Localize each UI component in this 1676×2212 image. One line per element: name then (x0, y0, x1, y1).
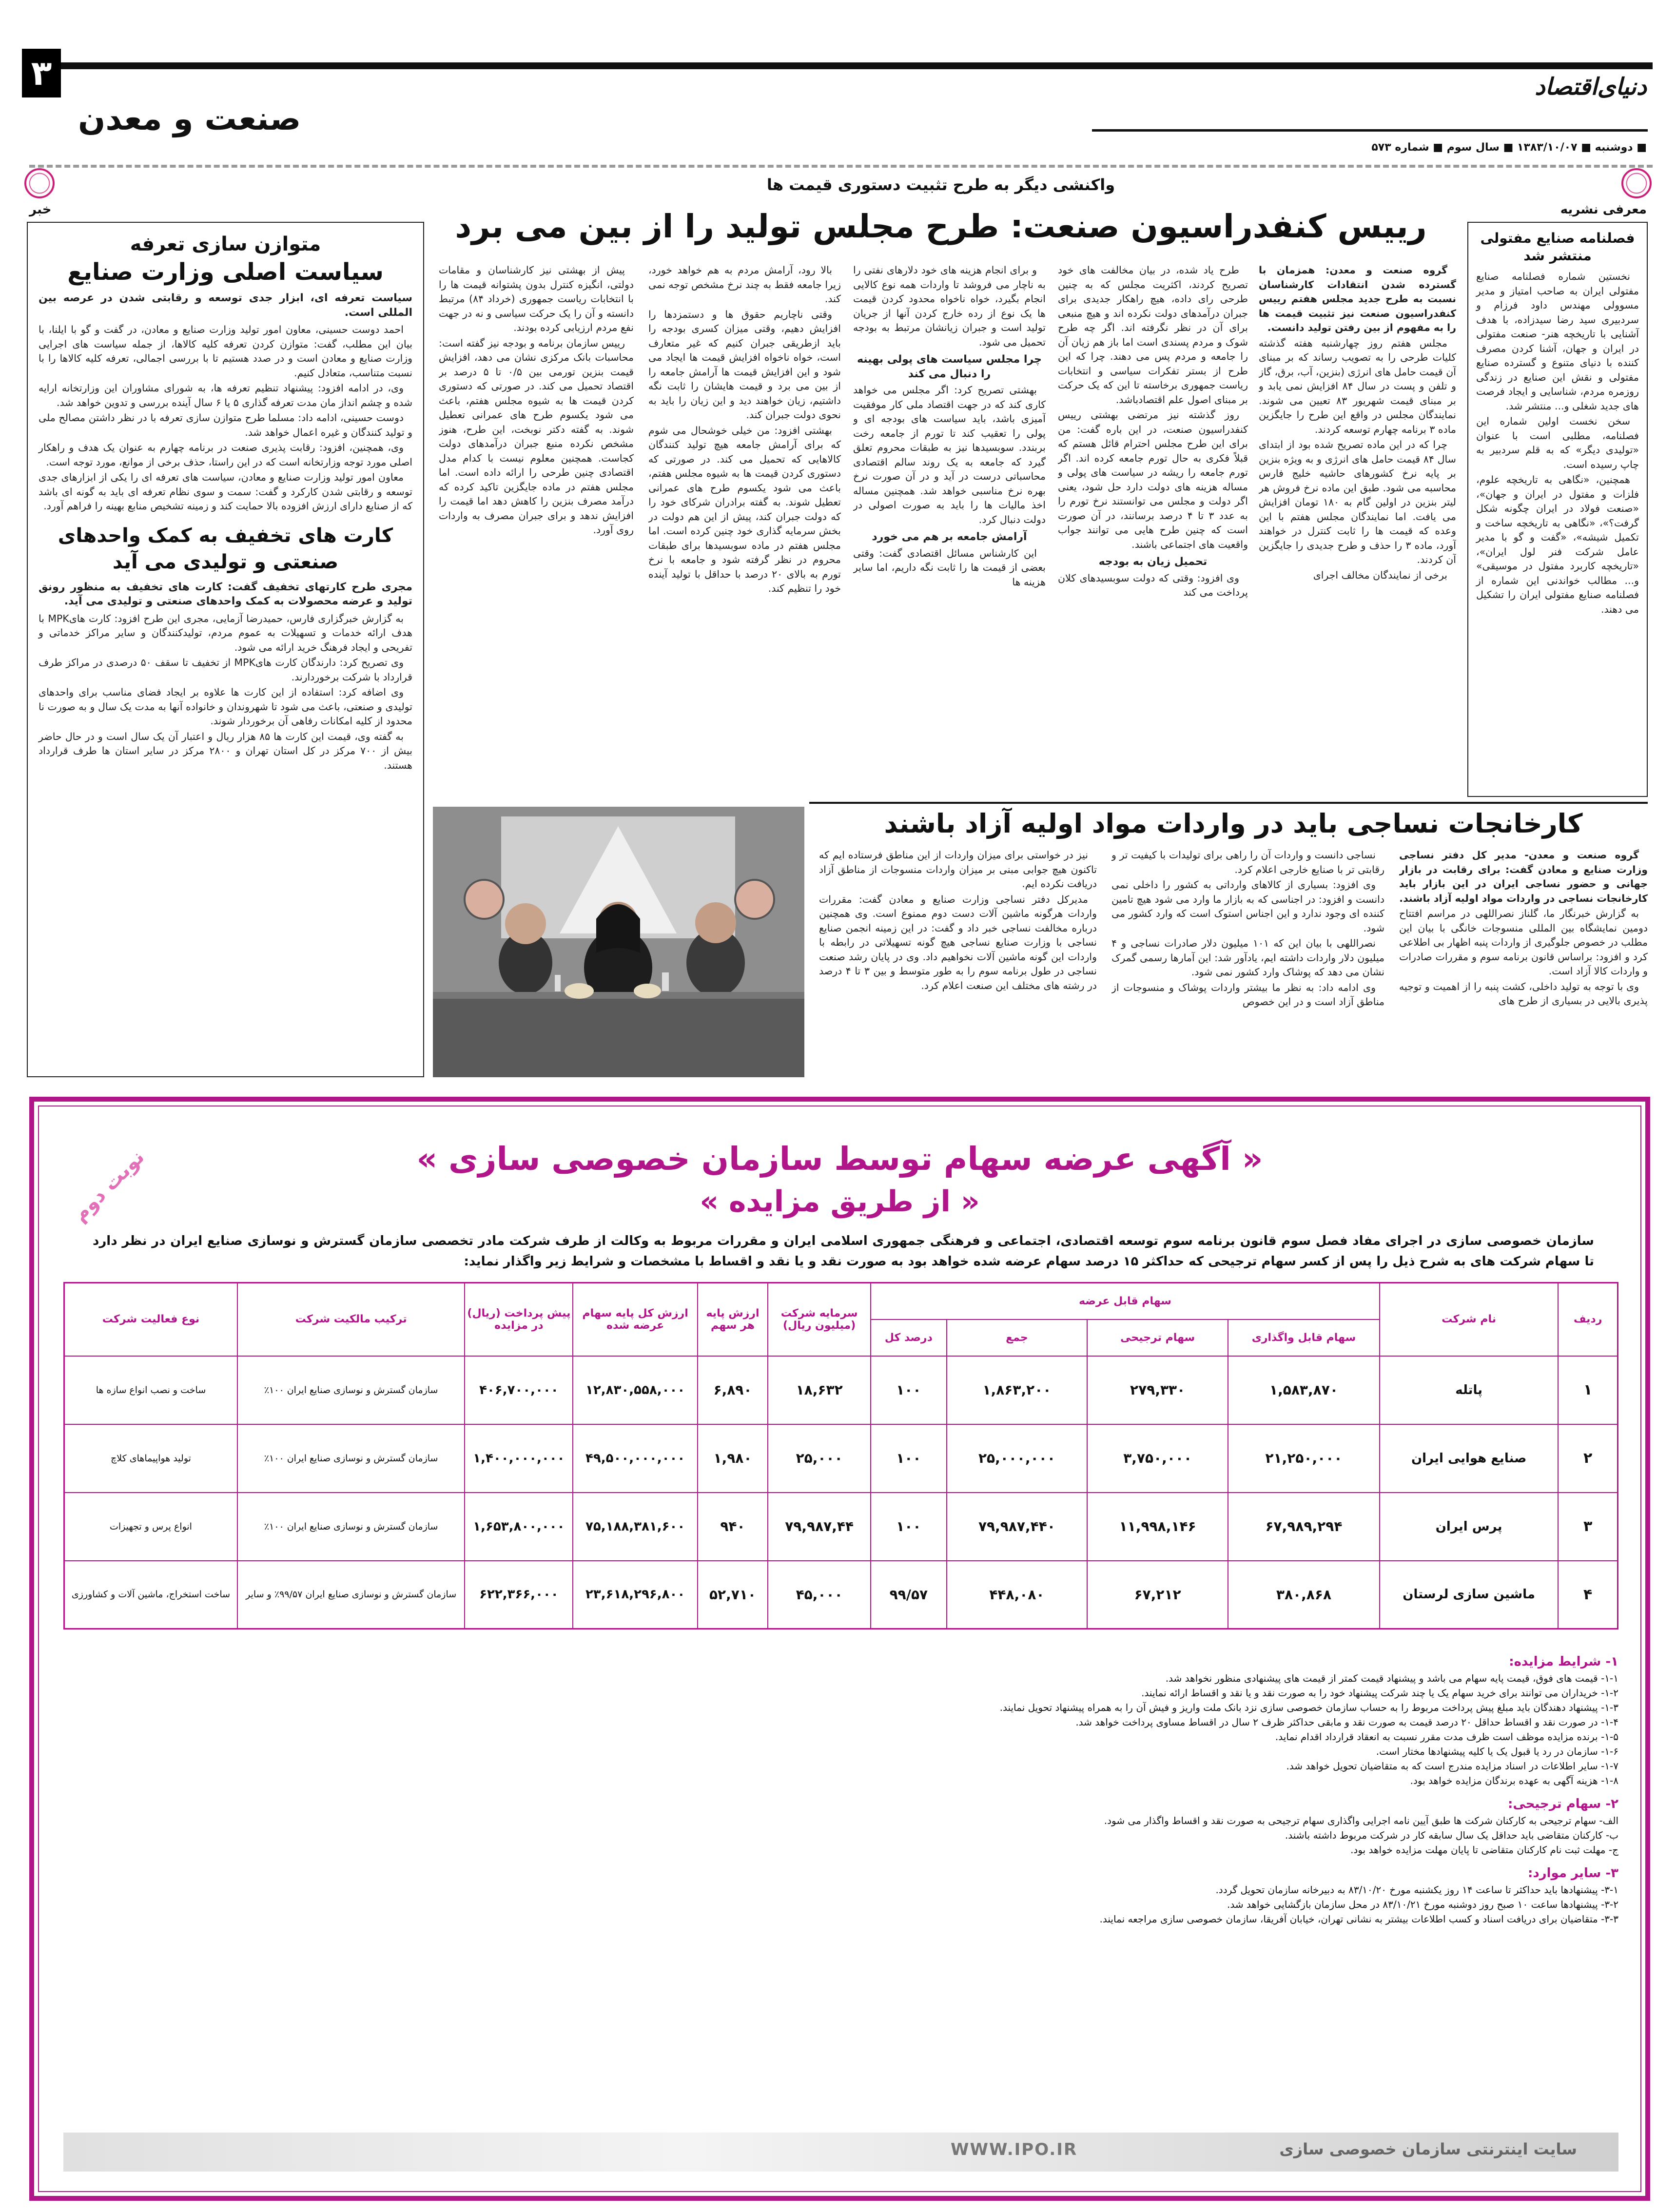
lead-col-2 (1058, 263, 1248, 790)
page-number: ۳ (31, 53, 52, 93)
cell-total: ۴۴۸,۰۸۰ (947, 1561, 1088, 1629)
cell-activity: انواع پرس و تجهیزات (64, 1493, 237, 1561)
condition-item: ج- مهلت ثبت نام کارکنان متقاضی تا پایان مهلت مزایده خواهد بود. (1350, 1844, 1618, 1856)
top-rule (29, 62, 1653, 69)
condition-item: ۱-۱- قیمت های فوق، قیمت پایه سهام می باشد و پیشنهاد قیمت کمتر از قیمت های پیشنهادی منظور نخواهد شد. (1165, 1672, 1618, 1684)
cell-basevalue: ۷۵,۱۸۸,۳۸۱,۶۰۰ (573, 1493, 697, 1561)
cell-pref: ۳,۷۵۰,۰۰۰ (1087, 1424, 1228, 1493)
textile-top-rule (809, 802, 1648, 804)
cell-offered: ۲۱,۲۵۰,۰۰۰ (1228, 1424, 1380, 1493)
cond1-title: ۱- شرایط مزایده: (1509, 1654, 1618, 1669)
globe-icon-left (24, 168, 55, 198)
cell-capital: ۱۸,۶۳۲ (768, 1356, 871, 1424)
cell-company: ماشین سازی لرستان (1380, 1561, 1558, 1629)
cell-owners: سازمان گسترش و نوسازی صنایع ایران ۱۰۰٪ (237, 1493, 465, 1561)
ad-table (63, 1282, 1618, 1630)
cell-capital: ۲۵,۰۰۰ (768, 1424, 871, 1493)
condition-item: ۳-۲- پیشنهادها ساعت ۱۰ صبح روز دوشنبه مورخ ۸۳/۱۰/۲۱ در محل سازمان بازگشایی خواهد شد. (1227, 1899, 1618, 1910)
paragraph: نخستین شماره فصلنامه صنایع مفتولی ایران به صاحب امتیاز و مدیر مسوولی مهندس داود فرزام و سردبیری سید رضا سیدزاده، با هدف آشنایی با تاریخچه هنر- صنعت مفتولی در ایران و جهان، آشنا کردن مصرف کننده با دنیای متنوع و گسترده صنایع مفتولی و نقش این صنایع در زندگی روزمره مردم، شناسایی و ایجاد فرصت های جدید شغلی و... منتشر شد. (1476, 271, 1639, 412)
cell-basevalue: ۱۲,۸۳۰,۵۵۸,۰۰۰ (573, 1356, 697, 1424)
cell-basevalue: ۲۳,۶۱۸,۲۹۶,۸۰۰ (573, 1561, 697, 1629)
condition-item: ۱-۴- در صورت نقد و اقساط حداقل ۲۰ درصد قیمت به صورت نقد و مابقی حداکثر ظرف ۲ سال در اقساط مساوی پرداخت خواهد شد. (1075, 1716, 1618, 1728)
cell-prepay: ۱,۴۰۰,۰۰۰,۰۰۰ (465, 1424, 573, 1493)
condition-item: ۳-۱- پیشنهادها باید حداکثر تا ساعت ۱۴ روز یکشنبه مورخ ۸۳/۱۰/۲۰ به دبیرخانه سازمان تحویل گردد. (1215, 1884, 1618, 1896)
tariff-headline: سیاست اصلی وزارت صنایع (67, 258, 384, 286)
lead-col-4 (648, 263, 841, 790)
paragraph: نساجی دانست و واردات آن را راهی برای تولیدات با کیفیت تر و رقابتی تر با صنایع خارجی اعلام کرد. (1111, 849, 1384, 875)
cell-row: ۱ (1558, 1356, 1618, 1424)
paragraph: وی ادامه داد: به نظر ما بیشتر واردات پوشاک و منسوجات از مناطق آزاد است و در این خصوص (1111, 981, 1384, 1008)
auction-ad (29, 1097, 1650, 2201)
col-pref: سهام ترجیحی (1087, 1319, 1228, 1356)
textile-col-3 (819, 848, 1097, 1077)
subhead: تحمیل زیان به بودجه (1098, 556, 1208, 568)
cell-pct: ۱۰۰ (871, 1424, 946, 1493)
lead-col-5 (439, 263, 634, 790)
cell-pct: ۱۰۰ (871, 1356, 946, 1424)
col-row: ردیف (1558, 1283, 1618, 1356)
sidebar-news (27, 222, 424, 1077)
globe-icon-right (1621, 168, 1652, 198)
cond2-title: ۲- سهام ترجیحی: (1507, 1797, 1618, 1811)
cell-company: صنایع هوایی ایران (1380, 1424, 1558, 1493)
paragraph: وی، در ادامه افزود: پیشنهاد تنظیم تعرفه ها، به شورای مشاوران این وزارتخانه ارایه شده و چشم انداز مان مدت تعرفه گذاری ۵ یا ۶ سال آینده بررسی و تدوین خواهد شد. (39, 382, 412, 408)
subhead: آرامش جامعه بر هم می خورد (872, 531, 1027, 543)
cell-total: ۷۹,۹۸۷,۴۴۰ (947, 1493, 1088, 1561)
textile-col-1 (1399, 848, 1648, 1077)
cell-prepay: ۱,۶۵۳,۸۰۰,۰۰۰ (465, 1493, 573, 1561)
col-owners: ترکیب مالکیت شرکت (237, 1283, 465, 1356)
condition-item: الف- سهام ترجیحی به کارکنان شرکت ها طبق آیین نامه اجرایی واگذاری سهام ترجیحی به صورت نقد و اقساط واگذار می شود. (1104, 1815, 1618, 1826)
cell-total: ۲۵,۰۰۰,۰۰۰ (947, 1424, 1088, 1493)
condition-item: ب- کارکنان متقاضی باید حداقل یک سال سابقه کار در شرکت مربوط داشته باشند. (1285, 1829, 1618, 1841)
textile-headline: کارخانجات نساجی باید در واردات مواد اولیه آزاد باشند (884, 808, 1583, 839)
cell-row: ۴ (1558, 1561, 1618, 1629)
lead-headline: رییس کنفدراسیون صنعت: طرح مجلس تولید را از بین می برد (455, 208, 1427, 245)
condition-item: ۱-۸- هزینه آگهی به عهده برندگان مزایده خواهد بود. (1410, 1775, 1618, 1786)
paragraph: نصراللهی با بیان این که ۱۰۱ میلیون دلار صادرات نساجی و ۴ میلیون دلار واردات داشته ایم، یادآور شد: این آمارها رسمی گمرک نشان می دهد که پوشاک وارد کشور نمی شود. (1111, 937, 1384, 978)
paragraph: مدیرکل دفتر نساجی وزارت صنایع و معادن گفت: مقررات واردات هرگونه ماشین آلات دست دوم ممنوع است. وی همچنین درباره مخالفت نساجی خبر داد و گفت: در این زمینه انجمن صنایع نساجی با وزارت صنایع نساجی هیچ گونه تسهیلاتی در رابطه با واردات این گونه ماشین آلات نخواهیم داد. وی در پایان رشد صنعت نساجی در طول برنامه سوم را به طور متوسط و بین ۳ تا ۴ درصد در رشته های مختلف این صنعت اعلام کرد. (819, 893, 1097, 991)
cell-prepay: ۶۲۲,۳۶۶,۰۰۰ (465, 1561, 573, 1629)
cell-company: پرس ایران (1380, 1493, 1558, 1561)
tariff-lede: سیاست تعرفه ای، ابزار جدی توسعه و رقابتی شدن در عرصه بین المللی است. (39, 292, 412, 319)
paragraph: وی افزود: بسیاری از کالاهای وارداتی به کشور را داخلی نمی دانست و افزود: در اجناسی که به بازار ما وارد می شود هیچ تامین کننده ای وجود ندارد و این اجناس استوک است که وارد کشور می شود. (1111, 879, 1384, 934)
textile-intro: گروه صنعت و معدن- مدیر کل دفتر نساجی وزارت صنایع و معادن گفت: برای رقابت در بازار جهانی و حضور نساجی ایران در این بازار باید کارخانجات نساجی در واردات مواد اولیه آزاد باشند. (1399, 849, 1648, 904)
paragraph: وی، همچنین، افزود: رقابت پذیری صنعت در برنامه چهارم به عنوان یک هدف و راهکار اصلی مورد توجه وزارتخانه است که در این راستا، حذف برخی از موانع، مورد توجه است. (39, 442, 412, 468)
lead-col-1 (1259, 263, 1456, 790)
table-row (64, 1356, 1618, 1424)
textile-col-2 (1111, 848, 1384, 1077)
cell-prepay: ۴۰۶,۷۰۰,۰۰۰ (465, 1356, 573, 1424)
col-par: ارزش پایه هر سهم (698, 1283, 768, 1356)
cell-pref: ۶۷,۲۱۲ (1087, 1561, 1228, 1629)
paragraph: طرح یاد شده، در بیان مخالفت های خود تصریح کردند، اکثریت مجلس که به چنین طرحی رای داده، هیچ راهکار جدیدی برای جبران درآمدهای دولت نکرده اند و هیچ منبعی برای آن در نظر نگرفته اند. اگر چه طرح شوک و مردم پسندی است اما باز هم زیان آن را جامعه و مردم پس می دهند. چرا که این طرح از بستر تفکرات سیاسی و انتخابات ریاست جمهوری برخاسته تا این که یک حرکت بر مبنای اصول علم اقتصادباشد. (1058, 264, 1248, 406)
cell-row: ۳ (1558, 1493, 1618, 1561)
paragraph: معاون امور تولید وزارت صنایع و معادن، سیاست های تعرفه ای را یکی از ابزارهای جدی توسعه و رقابتی شدن کارکرد و گفت: سمت و سوی نظام تعرفه ای باید به گونه ای باشد که از صنایع دارای ارزش افزوده بالا حمایت کند و زمینه تشخیص منابع بهینه را فراهم آورد. (39, 471, 412, 512)
paragraph: بالا رود، آرامش مردم به هم خواهد خورد، زیرا جامعه فقط به چند نرخ مشخص توجه نمی کند. (648, 264, 841, 305)
col-pct: درصد کل (871, 1319, 946, 1356)
paragraph: رییس سازمان برنامه و بودجه نیز گفته است: محاسبات بانک مرکزی نشان می دهد، افزایش قیمت بنزین تورمی بین ۰/۵ تا ۵ درصد بر اقتصاد تحمیل می کند. در صورتی که دستوری کردن قیمت ها به شیوه مجلس هفتم، باعث می شود یکسوم طرح های عمرانی تعطیل شوند. به گفته دکتر نوبخت، این طرح، هنوز مشخص نکرده منبع جبران درآمدهای دولت کجاست. همچنین معلوم نیست با کدام مدل اقتصادی چنین طرحی را ارائه داده است. اما مجلس هفتم در ماده جایگزین تاکید کرده که درآمد مصرف بنزین را کاهش دهد اما قیمت را افزایش ندهد و برای جبران مصرف به واردات روی آورد. (439, 337, 634, 536)
table-row (64, 1493, 1618, 1561)
cell-owners: سازمان گسترش و نوسازی صنایع ایران ۱۰۰٪ (237, 1424, 465, 1493)
lead-intro: گروه صنعت و معدن: همزمان با گسترده شدن انتقادات کارشناسان نسبت به طرح جدید مجلس هفتم رییس کنفدراسیون صنعت نیز تثبیت قیمت ها را به مفهوم از بین رفتن تولید دانست. (1259, 264, 1456, 333)
col-prepay: پیش پرداخت (ریال) در مزایده (465, 1283, 573, 1356)
paragraph: چرا که در این ماده تصریح شده بود از ابتدای سال ۸۴ قیمت حامل های انرژی و به ویژه بنزین بر پایه نرخ کشورهای حاشیه خلیج فارس محاسبه می شود. طبق این ماده نرخ فروش هر لیتر بنزین در اولین گام به ۱۸۰ تومان افزایش می یافت. اما نمایندگان مجلس هفتم با این وعده که قیمت ها را ثابت کنترل در خواهند آورد، ماده ۳ را حذف و طرح جدیدی را جایگزین آن کردند. (1259, 439, 1456, 565)
cell-owners: سازمان گسترش و نوسازی صنایع ایران ۱۰۰٪ (237, 1356, 465, 1424)
condition-item: ۱-۶- سازمان در رد یا قبول یک یا کلیه پیشنهادها مختار است. (1376, 1746, 1618, 1757)
cell-pct: ۱۰۰ (871, 1493, 946, 1561)
col-total: جمع (947, 1319, 1088, 1356)
sidebar-magazine (1467, 222, 1648, 797)
discount-headline: کارت های تخفیف به کمک واحدهای صنعتی و تولیدی می آید (58, 524, 393, 573)
paragraph: بهشتی افزود: من خیلی خوشحال می شوم که برای آرامش جامعه هیچ تولید کنندگان کالاهایی که تحمیل می کند. در صورتی که دستوری کردن قیمت ها به شیوه مجلس هفتم، باعث می شود یکسوم طرح های عمرانی تعطیل شوند. به گفته برادران شرکای خود را که دولت جبران کند، پیش از این هم دولت در بخش سرمایه گذاری خود چنین کرده است. اما مجلس هفتم در ماده سوبسیدها برای طبقات محروم در نظر گرفته شود و جامعه با نرخ تورم به بالای ۲۰ درصد با حداقل با تولید آینده خود را تنظیم کند. (648, 424, 841, 594)
paragraph: وی اضافه کرد: استفاده از این کارت ها علاوه بر ایجاد فضای مناسب برای واحدهای تولیدی و صنعتی، باعث می شود تا شهروندان و خانواده آنها به مدت یک سال و به صورت نا محدود از کلیه امکانات رفاهی آن برخوردار شوند. (39, 686, 412, 727)
paragraph: وقتی ناچاریم حقوق ها و دستمزدها را افزایش دهیم، وقتی میزان کسری بودجه را باید ازطریقی جبران کنیم که غیر متعارف است، خواه ناخواه افزایش قیمت ها ایجاد می شود و این افزایش قیمت ها آرامش جامعه را از بین می برد و قیمت هایشان را ثابت نگه داشتیم، زیان خواهند دید و این زیان را باید به نحوی دولت جبران کند. (648, 308, 841, 421)
paragraph: روز گذشته نیز مرتضی بهشتی رییس کنفدراسیون صنعت، در این باره گفت: من برای این طرح مجلس احترام قائل هستم که قبلاً فکری به حال تورم جامعه کرده اند. اگر تورم جامعه را ریشه در سیاست های پولی و مساله هزینه های دولت دارد حل شود، یعنی اگر دولت و مجلس می توانستند نرخ تورم را به عدد ۳ تا ۴ درصد برسانند، در آن صورت است که چنین طرح هایی می توانند جواب واقعیت های اجتماعی باشند. (1058, 409, 1248, 550)
cond3-title: ۳- سایر موارد: (1527, 1866, 1618, 1881)
lead-kicker: واکنشی دیگر به طرح تثبیت دستوری قیمت ها (766, 175, 1115, 194)
cell-company: پاتله (1380, 1356, 1558, 1424)
condition-item: ۱-۲- خریداران می توانند برای خرید سهام یک یا چند شرکت پیشنهاد خود را به صورت نقد و یا نقد و اقساط ارائه نمایند. (1141, 1687, 1618, 1699)
tariff-kicker: متوازن سازی تعرفه (130, 233, 321, 255)
subhead: چرا مجلس سیاست های پولی بهینه را دنبال می کند (857, 353, 1042, 380)
col-basevalue: ارزش کل پایه سهام عرضه شده (573, 1283, 697, 1356)
cell-total: ۱,۸۶۳,۲۰۰ (947, 1356, 1088, 1424)
rubric-right: معرفی نشریه (1560, 202, 1647, 217)
rubric-left: خبر (29, 202, 52, 217)
cell-par: ۶,۸۹۰ (698, 1356, 768, 1424)
table-row (64, 1561, 1618, 1629)
ad-tag: نوبت دوم (68, 1145, 149, 1226)
paragraph: به گزارش خبرگزاری فارس، حمیدرضا آزمایی، مجری این طرح افزود: کارت هایMPK با هدف ارائه خدمات و تسهیلات به عموم مردم، تولیدکنندگان و سایر مراکز خدماتی و تفریحی و ایجاد فرهنگ خرید ارائه می شود. (39, 612, 412, 653)
paragraph: این کارشناس مسائل اقتصادی گفت: وقتی بعضی از قیمت ها را ثابت نگه داریم، اما سایر هزینه ها (853, 547, 1046, 588)
paragraph: دوست حسینی، ادامه داد: مسلما طرح متوازن سازی تعرفه با در نظر داشتن مصالح ملی و تولید کنندگان و غیره اعمال خواهد شد. (39, 412, 412, 438)
section-title: صنعت و معدن (78, 100, 301, 137)
paragraph: برخی از نمایندگان مخالف اجرای (1313, 569, 1447, 581)
cell-offered: ۶۷,۹۸۹,۲۹۴ (1228, 1493, 1380, 1561)
cell-owners: سازمان گسترش و نوسازی صنایع ایران ۹۹/۵۷٪ و سایر (237, 1561, 465, 1629)
col-offered: سهام قابل واگذاری (1228, 1319, 1380, 1356)
condition-item: ۱-۳- پیشنهاد دهندگان باید مبلغ پیش پرداخت مربوط را به حساب سازمان خصوصی سازی نزد بانک ملت واریز و فیش آن را به همراه پیشنهاد تحویل نمایند. (999, 1702, 1618, 1713)
cell-capital: ۴۵,۰۰۰ (768, 1561, 871, 1629)
cell-activity: تولید هواپیماهای کلاچ (64, 1424, 237, 1493)
paragraph: به گفته وی، قیمت این کارت ها ۸۵ هزار ریال و اعتبار آن یک سال است و در حال حاضر بیش از ۷۰۰ مرکز در کل استان تهران و ۲۸۰۰ مرکز در سایر استان ها طرف قرارداد هستند. (39, 730, 413, 771)
ad-intro: سازمان خصوصی سازی در اجرای مفاد فصل سوم قانون برنامه سوم توسعه اقتصادی، اجتماعی و فرهنگی جمهوری اسلامی ایران و مقررات مربوط به وکالت از طرف شرکت مادر تخصصی سازمان گسترش و نوسازی صنایع ایران در نظر دارد تا سهام شرکت های به شرح ذیل را پس از کسر سهام ترجیحی که حداکثر ۱۵ درصد سهام عرضه شده خواهد بود به صورت نقد و یا نقد و اقساط با مشخصات و شرایط زیر واگذار نماید: (93, 1234, 1594, 1269)
cell-offered: ۱,۵۸۳,۸۷۰ (1228, 1356, 1380, 1424)
discount-body (39, 612, 412, 773)
col-group-offer: سهام قابل عرضه (871, 1283, 1380, 1319)
cell-offered: ۳۸۰,۸۶۸ (1228, 1561, 1380, 1629)
paragraph: وی با توجه به تولید داخلی، کشت پنبه را از اهمیت و توجیه پذیری بالایی در بسیاری از طرح های (1399, 980, 1648, 1007)
brand-logo: دنیای‌اقتصاد (1535, 73, 1647, 100)
paragraph: وی تصریح کرد: دارندگان کارت هایMPK از تخفیف تا سقف ۵۰ درصدی در مراکز طرف قرارداد با شرکت برخوردارند. (39, 657, 412, 683)
lead-col-3 (853, 263, 1046, 790)
dashed-divider (29, 165, 1653, 168)
press-photo-illustration (433, 807, 804, 1077)
cell-pref: ۱۱,۹۹۸,۱۴۶ (1087, 1493, 1228, 1561)
paragraph: بهشتی تصریح کرد: اگر مجلس می خواهد کاری کند که در جهت اقتصاد ملی کار موفقیت آمیزی باشد، باید سیاست های بودجه ای و پولی را تعقیب کند تا تورم از جامعه رخت بربندد. سوبسیدها نیز به طبقات محروم تعلق گیرد که جامعه به یک روند سالم اقتصادی محاسباتی درست در آید و در آن صورت نرخ بهره نرخ مناسبی خواهد شد. همچنین مساله اخذ مالیات ها را باید به صورت اصولی در دولت دنبال کرد. (853, 384, 1046, 525)
col-company: نام شرکت (1380, 1283, 1558, 1356)
col-activity: نوع فعالیت شرکت (64, 1283, 237, 1356)
cell-par: ۹۴۰ (698, 1493, 768, 1561)
paragraph: وی افزود: وقتی که دولت سوبسیدهای کلان پرداخت می کند (1058, 572, 1248, 598)
paragraph: همچنین، «نگاهی به تاریخچه علوم، فلزات و مفتول در ایران و جهان»، «صنعت فولاد در ایران چگونه شکل گرفت؟»، «نگاهی به تاریخچه ساخت و تکمیل شیشه»، «گفت و گو با مدیر عامل شرکت فنر لول ایران»، «تاریخچه کاربرد مفتول در موسیقی» و... مطالب خواندنی این شماره از فصلنامه صنایع مفتولی ایران را تشکیل می دهند. (1476, 474, 1639, 615)
cell-pct: ۹۹/۵۷ (871, 1561, 946, 1629)
ad-footer-site: سایت اینترنتی سازمان خصوصی سازی (1279, 2140, 1577, 2158)
col-capital: سرمایه شرکت (میلیون ریال) (768, 1283, 871, 1356)
cell-par: ۵۲,۷۱۰ (698, 1561, 768, 1629)
paragraph: پیش از بهشتی نیز کارشناسان و مقامات دولتی، انگیزه کنترل بدون پشتوانه قیمت ها را با انتخابات ریاست جمهوری (خرداد ۸۴) مرتبط دانسته و آن را یک حرکت سیاسی و نه در جهت نفع مردم ارزیابی کرده بودند. (439, 264, 634, 333)
tariff-body (39, 323, 412, 514)
paragraph: سخن نخست اولین شماره این فصلنامه، مطلبی است با عنوان «تولیدی دیگر» که به قلم سردبیر به چاپ رسیده است. (1476, 415, 1639, 470)
ad-title: « آگهی عرضه سهام توسط سازمان خصوصی سازی » (416, 1140, 1263, 1178)
paragraph: و برای انجام هزینه های خود دلارهای نفتی را به ناچار می فروشد تا واردات همه نوع کالایی انجام بگیرد، خواه ناخواه محدود کردن قیمت ها یک نوع از رده خارج کردن آنها از جریان تولید است و جبران زیانشان مرتبط به بودجه تحمیل می شود. (853, 264, 1046, 348)
cell-capital: ۷۹,۹۸۷,۴۴ (768, 1493, 871, 1561)
ad-conditions (63, 1652, 1618, 2111)
cell-activity: ساخت و نصب انواع سازه ها (64, 1356, 237, 1424)
cell-row: ۲ (1558, 1424, 1618, 1493)
ad-subtitle: « از طریق مزایده » (700, 1184, 980, 1219)
paragraph: احمد دوست حسینی، معاون امور تولید وزارت صنایع و معادن، در گفت و گو با ایلنا، با بیان این مطلب، گفت: متوازن کردن تعرفه کلیه کالاها، از جمله سیاست های اجرایی وزارت صنایع و معادن است و در صدد هستیم تا با بررسی اجمالی، تعرفه کلیه کالاها را با نسبت متناسب، متعادل کنیم. (39, 324, 412, 379)
brand-rule (1092, 129, 1648, 132)
dateline: ■ دوشنبه ■ ۱۳۸۳/۱۰/۰۷ ■ سال سوم ■ شماره ۵۷۳ (1371, 141, 1647, 154)
paragraph: به گزارش خبرنگار ما، گلناز نصراللهی در مراسم افتتاح دومین نمایشگاه بین المللی منسوجات خانگی با بیان این مطلب در خصوص جلوگیری از واردات پنبه اظهار بی اطلاعی کرد و افزود: براساس قانون برنامه سوم و مقررات صادرات و واردات کالا آزاد است. (1399, 908, 1648, 977)
condition-item: ۱-۵- برنده مزایده موظف است ظرف مدت مقرر نسبت به انعقاد قرارداد اقدام نماید. (1275, 1731, 1618, 1743)
cell-basevalue: ۴۹,۵۰۰,۰۰۰,۰۰۰ (573, 1424, 697, 1493)
cell-activity: ساخت استخراج، ماشین آلات و کشاورزی (64, 1561, 237, 1629)
paragraph: نیز در خواستی برای میزان واردات از این مناطق فرستاده ایم که تاکنون هیچ جوابی مبنی بر میزان واردات منسوجات از مناطق آزاد دریافت نکرده ایم. (819, 849, 1097, 890)
cell-pref: ۲۷۹,۳۳۰ (1087, 1356, 1228, 1424)
paragraph: مجلس هفتم روز چهارشنبه هفته گذشته کلیات طرحی را به تصویب رساند که بر مبنای آن قیمت حامل های انرژی (بنزین، آب، برق، گاز و تلفن و پست در سال ۸۴ افزایش نمی یابد و بر مبنای قیمت شهریور ۸۳ تعیین می شوند. نمایندگان مجلس در واقع این طرح را جایگزین ماده ۳ برنامه چهارم توسعه کردند. (1259, 337, 1456, 435)
cell-par: ۱,۹۸۰ (698, 1424, 768, 1493)
ad-footer-url[interactable]: WWW.IPO.IR (951, 2140, 1078, 2159)
sidebar-magazine-body (1476, 270, 1639, 617)
condition-item: ۳-۳- متقاضیان برای دریافت اسناد و کسب اطلاعات بیشتر به نشانی تهران، خیابان آفریقا، سازمان خصوصی سازی مراجعه نمایند. (1099, 1913, 1618, 1925)
discount-lede: مجری طرح کارتهای تخفیف گفت: کارت های تخفیف به منظور رونق تولید و عرضه محصولات به کمک واحدهای صنعتی و تولیدی می آید. (39, 581, 412, 607)
press-photo (433, 807, 804, 1077)
table-row (64, 1424, 1618, 1493)
sidebar-magazine-title: فصلنامه صنایع مفتولی منتشر شد (1480, 230, 1635, 264)
condition-item: ۱-۷- سایر اطلاعات در اسناد مزایده مندرج است که به متقاضیان تحویل خواهد شد. (1286, 1760, 1618, 1772)
